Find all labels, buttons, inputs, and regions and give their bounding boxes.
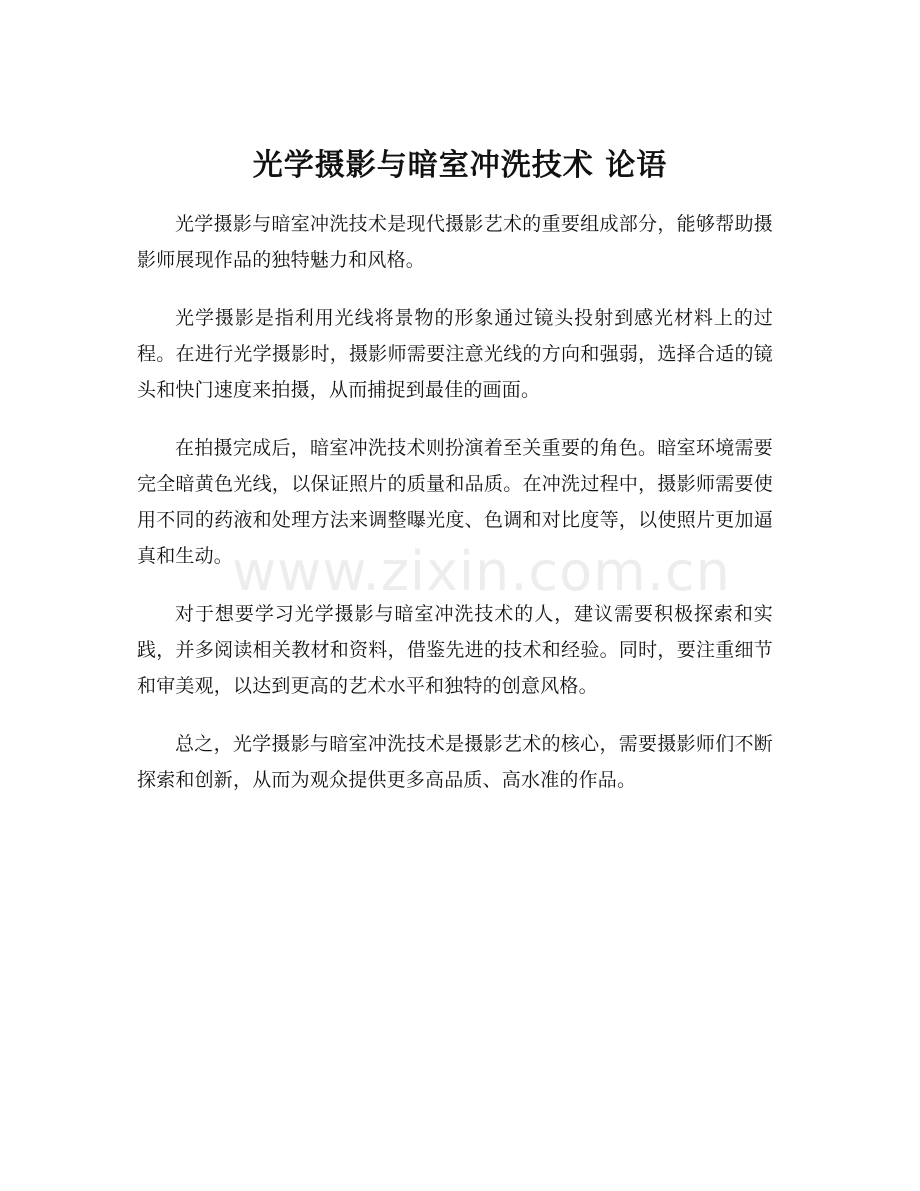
- paragraph-2: 光学摄影是指利用光线将景物的形象通过镜头投射到感光材料上的过程。在进行光学摄影时，摄影师需要注意光线的方向和强弱，选择合适的镜头和快门速度来拍摄，从而捕捉到最佳的画面。: [137, 307, 773, 401]
- document-body: [137, 206, 773, 820]
- document-title: 光学摄影与暗室冲洗技术 论语: [252, 148, 668, 183]
- paragraph-4: 对于想要学习光学摄影与暗室冲洗技术的人，建议需要积极探索和实践，并多阅读相关教材和资料，借鉴先进的技术和经验。同时，要注重细节和审美观，以达到更高的艺术水平和独特的创意风格。: [137, 603, 773, 697]
- watermark: www.zixin.com.cn: [232, 540, 731, 603]
- paragraph-1: 光学摄影与暗室冲洗技术是现代摄影艺术的重要组成部分，能够帮助摄影师展现作品的独特魅力和风格。: [137, 213, 773, 271]
- paragraph-5: 总之，光学摄影与暗室冲洗技术是摄影艺术的核心，需要摄影师们不断探索和创新，从而为观众提供更多高品质、高水准的作品。: [137, 733, 773, 791]
- paragraph-3: 在拍摄完成后，暗室冲洗技术则扮演着至关重要的角色。暗室环境需要完全暗黄色光线，以保证照片的质量和品质。在冲洗过程中，摄影师需要使用不同的药液和处理方法来调整曝光度、色调和对比度等，以使照片更加逼真和生动。: [137, 437, 773, 567]
